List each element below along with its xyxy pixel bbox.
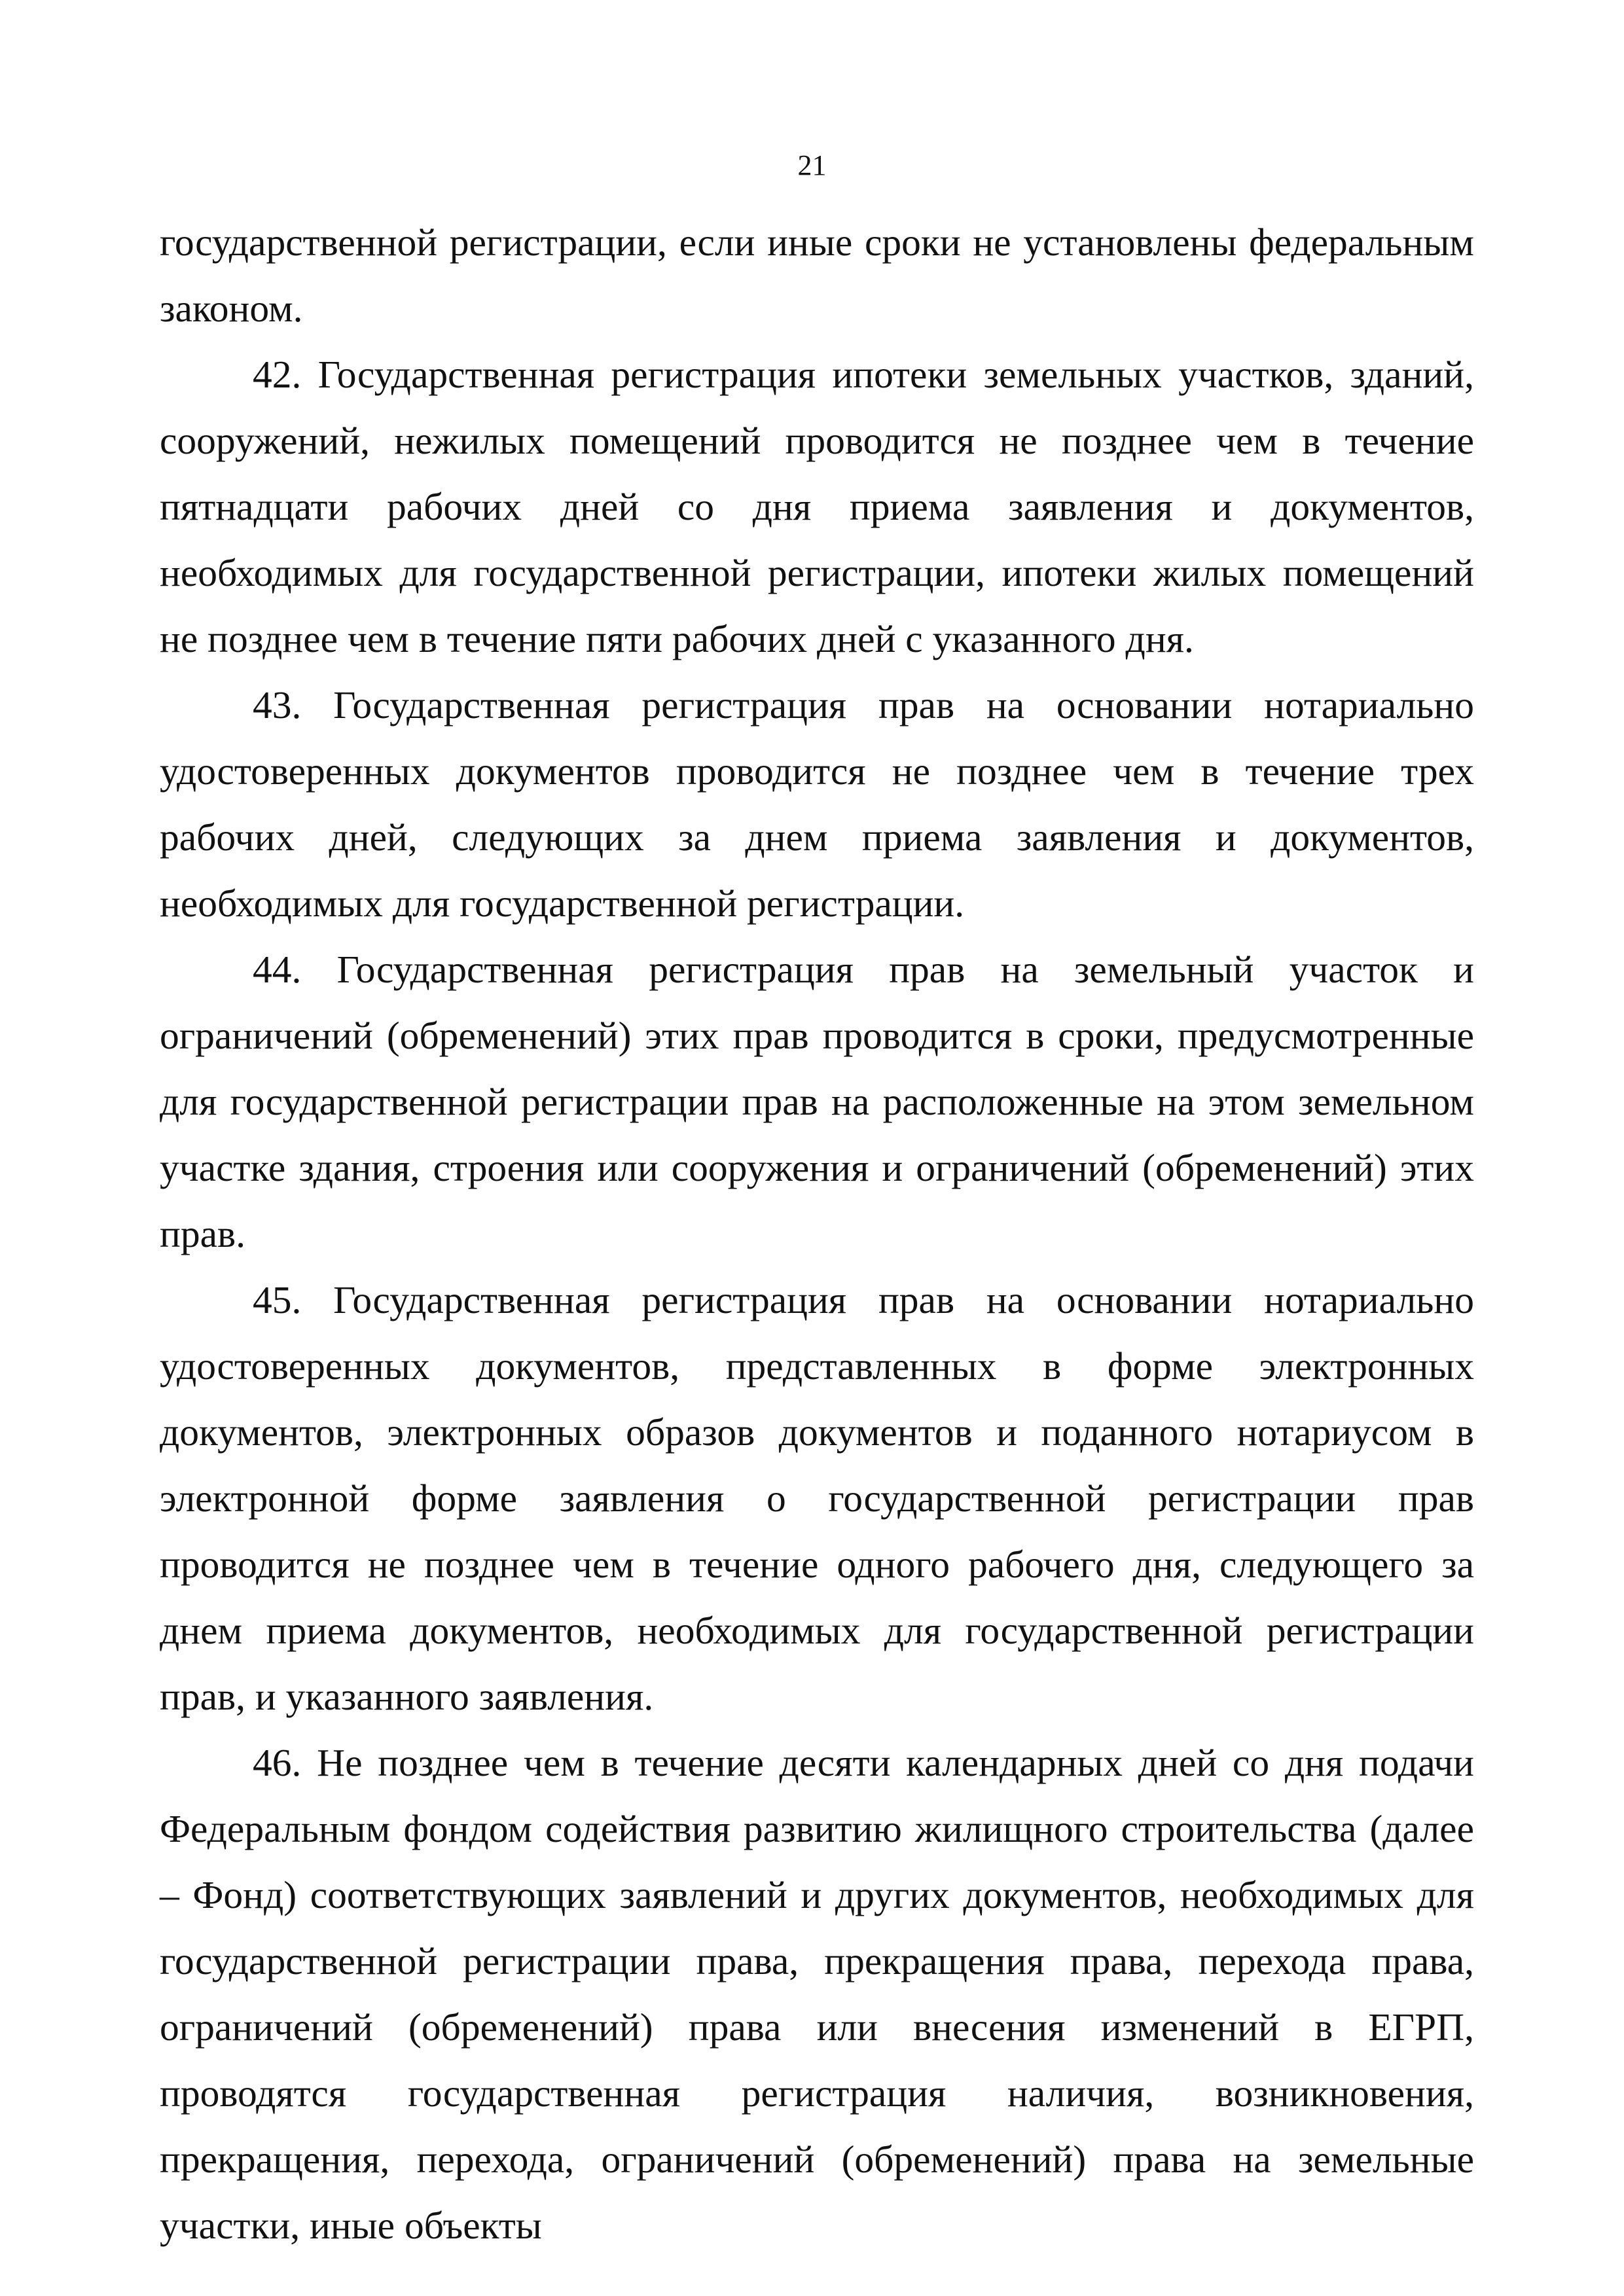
- paragraph-42: 42. Государственная регистрация ипотеки земельных участков, зданий, сооружений, нежилых помещений проводится не позднее чем в течение пятнадцати рабочих дней со дня приема заявления и документов, необходимых для государственной регистрации, ипотеки жилых помещений не позднее чем в течение пяти рабочих дней с указанного дня.: [160, 353, 1474, 660]
- paragraph-46: 46. Не позднее чем в течение десяти календарных дней со дня подачи Федеральным фондом содействия развитию жилищного строительства (далее – Фонд) соответствующих заявлений и других документов, необходимых для государственной регистрации права, прекращения права, перехода права, ограничений (обременений) права или внесения изменений в ЕГРП, проводятся государственная регистрация наличия, возникновения, прекращения, перехода, ограничений (обременений) права на земельные участки, иные объекты: [160, 1741, 1474, 2247]
- document-body: [160, 209, 1474, 2259]
- page-number: 21: [797, 149, 827, 181]
- paragraph-43: 43. Государственная регистрация прав на основании нотариально удостоверенных документов проводится не позднее чем в течение трех рабочих дней, следующих за днем приема заявления и документов, необходимых для государственной регистрации.: [160, 683, 1474, 925]
- paragraph-45: 45. Государственная регистрация прав на основании нотариально удостоверенных документов, представленных в форме электронных документов, электронных образов документов и поданного нотариусом в электронной форме заявления о государственной регистрации прав проводится не позднее чем в течение одного рабочего дня, следующего за днем приема документов, необходимых для государственной регистрации прав, и указанного заявления.: [160, 1278, 1474, 1718]
- paragraph-44: 44. Государственная регистрация прав на земельный участок и ограничений (обременений) этих прав проводится в сроки, предусмотренные для государственной регистрации прав на расположенные на этом земельном участке здания, строения или сооружения и ограничений (обременений) этих прав.: [160, 948, 1474, 1255]
- paragraph-continuation: государственной регистрации, если иные сроки не установлены федеральным законом.: [160, 221, 1474, 330]
